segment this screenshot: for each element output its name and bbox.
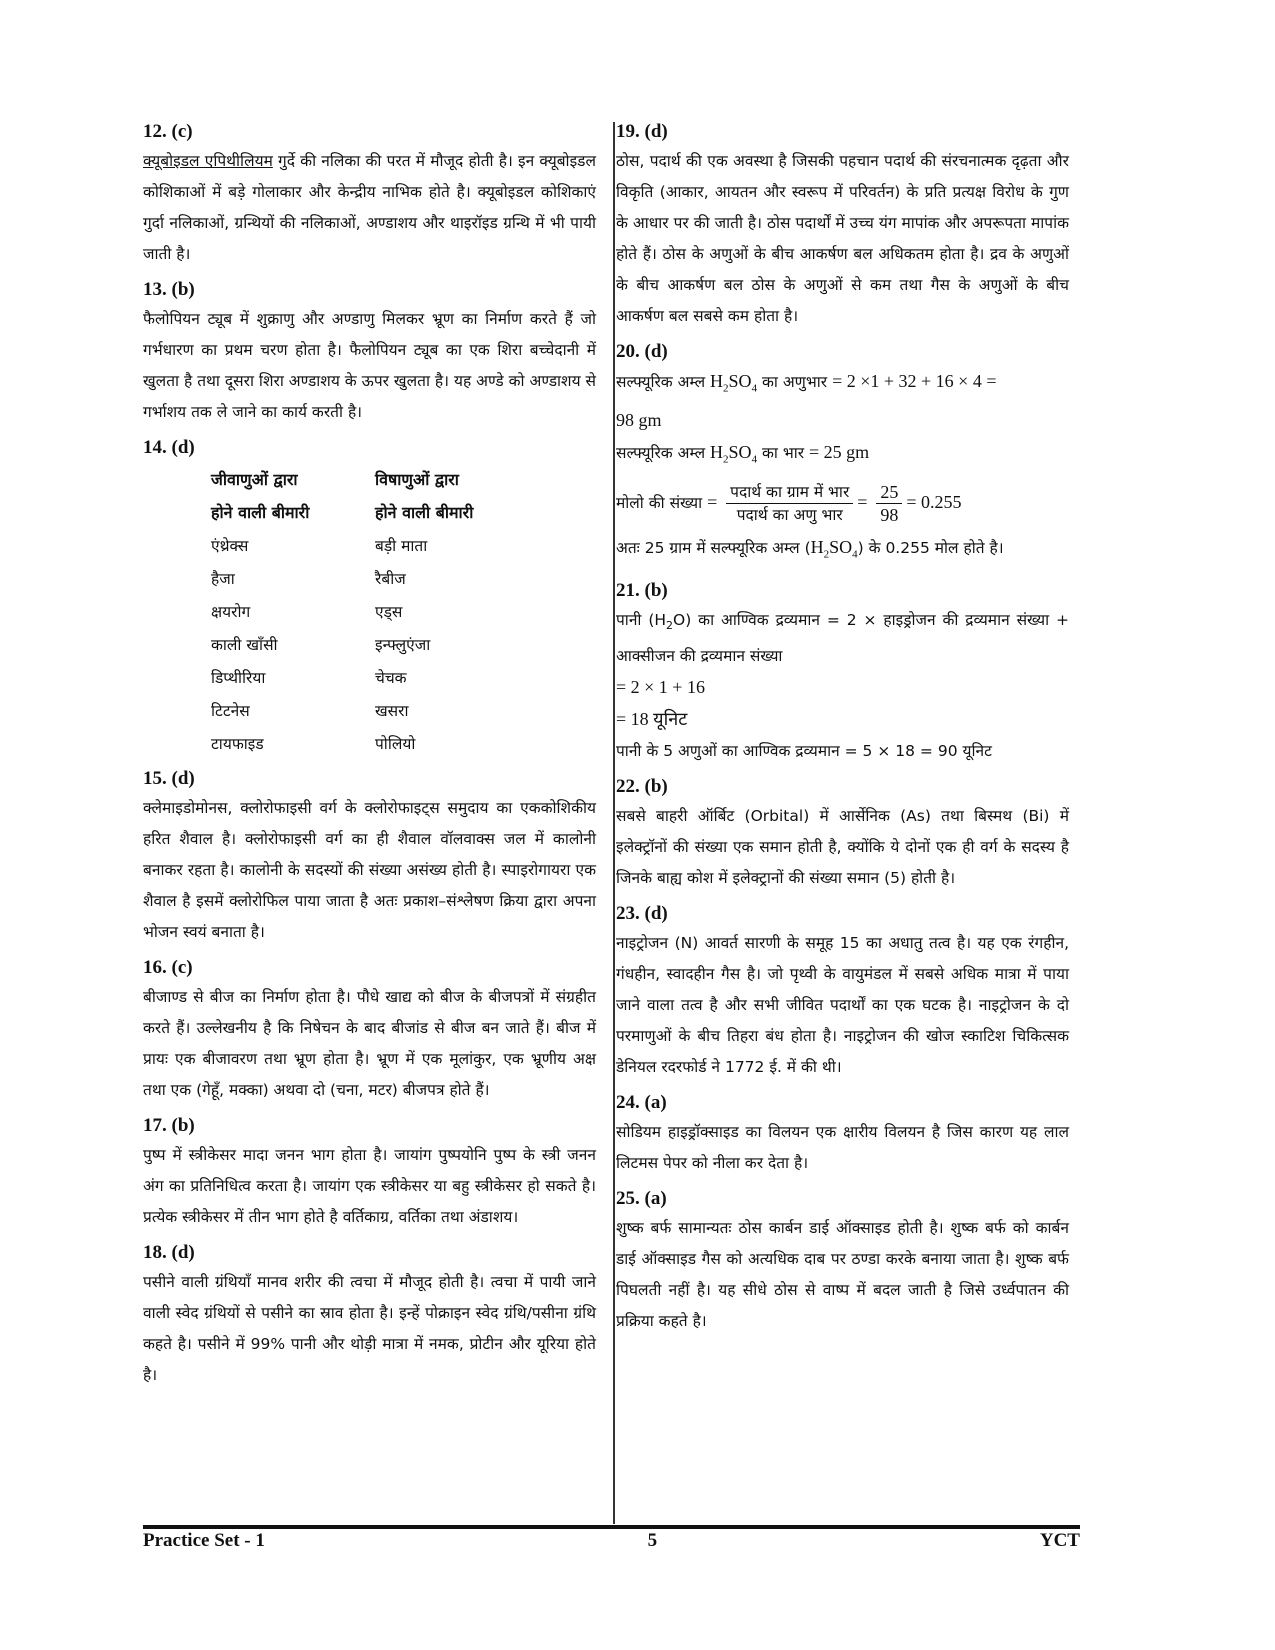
table-row <box>211 594 473 627</box>
footer-rule <box>143 1525 1080 1529</box>
answer-explanation: पसीने वाली ग्रंथियाँ मानव शरीर की त्वचा में मौजूद होती है। त्वचा में पायी जाने वाली स्वेद ग्रंथियों से पसीने का स्राव होता है। इन्हें पोक्राइन स्वेद ग्रंथि/पसीना ग्रंथि कहते है। पसीने में 99% पानी और थोड़ी मात्रा में नमक, प्रोटीन और यूरिया होते है। <box>143 1273 596 1384</box>
page-number: 5 <box>647 1530 658 1551</box>
viral-disease: चेचक <box>375 668 407 687</box>
table-row <box>211 726 473 759</box>
equation-line: = 18 यूनिट <box>616 708 688 729</box>
answer-23 <box>616 900 1069 1083</box>
footer-set-name: Practice Set - 1 <box>143 1530 265 1551</box>
answer-label: 21. (b) <box>616 579 668 601</box>
answer-explanation: नाइट्रोजन (N) आवर्त सारणी के समूह 15 का अधातु तत्व है। यह एक रंगहीन, गंधहीन, स्वादहीन गैस है। जो पृथ्वी के वायुमंडल में सबसे अधिक मात्रा में पाया जाने वाला तत्व है और सभी जीवित पदार्थों का एक घटक है। नाइट्रोजन के दो परमाणुओं के बीच तिहरा बंध होता है। नाइट्रोजन की खोज स्काटिश चिकित्सक डेनियल रदरफोर्ड ने 1772 ई. में की थी। <box>616 933 1069 1076</box>
fraction-formula: $\frac{\text{पदार्थ का ग्राम में भार}}{\text{पदार्थ का अणु भार}}$ <box>726 481 853 526</box>
header-bacterial: जीवाणुओं द्वारा <box>211 469 298 489</box>
answer-explanation: सबसे बाहरी ऑर्बिट (Orbital) में आर्सेनिक (As) तथा बिस्मथ (Bi) में इलेक्ट्रॉनों की संख्या एक समान होती है, क्योंकि ये दोनों एक ही वर्ग के सदस्य है जिनके बाह्य कोश में इलेक्ट्रानों की संख्या समान (5) होती है। <box>616 806 1069 887</box>
answer-label: 23. (d) <box>616 902 668 924</box>
header-viral: विषाणुओं द्वारा <box>375 469 459 489</box>
answer-label: 16. (c) <box>143 957 193 978</box>
answer-label: 25. (a) <box>616 1187 667 1209</box>
answer-24 <box>616 1089 1069 1179</box>
answer-label: 17. (b) <box>143 1115 195 1136</box>
answer-label: 14. (d) <box>143 437 195 458</box>
answer-explanation: फैलोपियन ट्यूब में शुक्राणु और अण्डाणु मिलकर भ्रूण का निर्माण करते हैं जो गर्भधारण का प्रथम चरण होता है। फैलोपियन ट्यूब का एक शिरा बच्चेदानी में खुलता है तथा दूसरा शिरा अण्डाशय के ऊपर खुलता है। यह अण्डे को अण्डाशय से गर्भाशय तक ले जाने का कार्य करती है। <box>143 310 596 421</box>
viral-disease: बड़ी माता <box>375 536 428 555</box>
answer-label: 12. (c) <box>143 121 193 142</box>
answer-label: 18. (d) <box>143 1242 195 1263</box>
viral-disease: इन्फ्लुएंजा <box>375 635 431 654</box>
column-divider <box>613 122 615 1524</box>
answer-conclusion: अतः 25 ग्राम में सल्फ्यूरिक अम्ल $(H_2SO_4)$ के 0.255 मोल होते है। <box>616 537 1004 561</box>
viral-disease: रैबीज <box>375 569 406 588</box>
answer-20 <box>616 338 1069 571</box>
answer-explanation: बीजाण्ड से बीज का निर्माण होता है। पौधे खाद्य को बीज के बीजपत्रों में संग्रहीत करते हैं। उल्लेखनीय है कि निषेचन के बाद बीजांड से बीज बन जाते हैं। बीज में प्रायः एक बीजावरण तथा भ्रूण होता है। भ्रूण में एक मूलांकुर, एक भ्रूणीय अक्ष तथा एक (गेहूँ, मक्का) अथवा दो (चना, मटर) बीजपत्र होते हैं। <box>143 988 596 1099</box>
answer-explanation: क्लेमाइडोमोनस, क्लोरोफाइसी वर्ग के क्लोरोफाइट्स समुदाय का एककोशिकीय हरित शैवाल है। क्लोरोफाइसी वर्ग का ही शैवाल वॉलवाक्स जल में कालोनी बनाकर रहता है। कालोनी के सदस्यों की संख्या असंख्य होती है। स्पाइरोगायरा एक शैवाल है इसमें क्लोरोफिल पाया जाता है अतः प्रकाश–संश्लेषण क्रिया द्वारा अपना भोजन स्वयं बनाता है। <box>143 799 596 941</box>
viral-disease: एड्स <box>375 602 403 621</box>
page-footer <box>143 1530 1080 1552</box>
bacterial-disease: एंथ्रेक्स <box>211 536 249 555</box>
answer-label: 20. (d) <box>616 341 668 362</box>
answer-17 <box>143 1112 596 1233</box>
chemical-formula: $H_2SO_4$ <box>710 371 758 395</box>
table-header-row <box>211 495 473 528</box>
table-row <box>211 561 473 594</box>
disease-table <box>211 462 473 759</box>
bacterial-disease: टिटनेस <box>211 701 250 720</box>
moles-equation: मोलो की संख्या = $\frac{\text{पदार्थ का ग्राम में भार}}{\text{पदार्थ का अणु भार}}$ = $\frac{25}{98}$ = 0.255 <box>616 482 962 526</box>
answer-explanation: सोडियम हाइड्रॉक्साइड का विलयन एक क्षारीय विलयन है जिस कारण यह लाल लिटमस पेपर को नीला कर देता है। <box>616 1122 1069 1172</box>
two-column-layout <box>143 118 1080 1397</box>
equation-line: = 2 × 1 + 16 <box>616 676 705 697</box>
answer-22 <box>616 773 1069 894</box>
answer-label: 24. (a) <box>616 1091 667 1113</box>
answer-label: 13. (b) <box>143 279 195 300</box>
answer-16 <box>143 954 596 1106</box>
viral-disease: पोलियो <box>375 734 416 753</box>
viral-disease: खसरा <box>375 701 409 720</box>
molecular-weight-line: सल्फ्यूरिक अम्ल $H_2SO_4$ का अणुभार = 2 ×1 + 32 + 16 × 4 = <box>616 371 997 395</box>
table-row <box>211 693 473 726</box>
answer-explanation: क्यूबोइडल एपिथीलियम गुर्दे की नलिका की परत में मौजूद होती है। इन क्यूबोइडल कोशिकाओं में बड़े गोलाकार और केन्द्रीय नाभिक होते है। क्यूबोइडल कोशिकाएं गुर्दा नलिकाओं, ग्रन्थियों की नलिकाओं, अण्डाशय और थाइरॉइड ग्रन्थि में भी पायी जाती है। <box>143 152 596 263</box>
answer-explanation: शुष्क बर्फ सामान्यतः ठोस कार्बन डाई ऑक्साइड होती है। शुष्क बर्फ को कार्बन डाई ऑक्साइड गैस को अत्यधिक दाब पर ठण्डा करके बनाया जाता है। शुष्क बर्फ पिघलती नहीं है। यह सीधे ठोस से वाष्प में बदल जाती है जिसे उर्ध्वपातन की प्रक्रिया कहते है। <box>616 1218 1069 1330</box>
answer-19 <box>616 118 1069 332</box>
answer-12 <box>143 118 596 270</box>
table-row <box>211 627 473 660</box>
header-bacterial: होने वाली बीमारी <box>211 502 310 522</box>
answer-25 <box>616 1185 1069 1337</box>
table-header-row <box>211 462 473 495</box>
answer-14 <box>143 434 596 759</box>
molecular-weight-result: 98 gm <box>616 409 662 430</box>
header-viral: होने वाली बीमारी <box>375 502 474 522</box>
answer-explanation: ठोस, पदार्थ की एक अवस्था है जिसकी पहचान पदार्थ की संरचनात्मक दृढ़ता और विकृति (आकार, आयतन और स्वरूप में परिवर्तन) के प्रति प्रत्यक्ष विरोध के गुण के आधार पर की जाती है। ठोस पदार्थों में उच्च यंग मापांक और अपरूपता मापांक होते हैं। ठोस के अणुओं के बीच आकर्षण बल अधिकतम होता है। द्रव के अणुओं के बीच आकर्षण बल ठोस के अणुओं से कम तथा गैस के अणुओं के बीच आकर्षण बल सबसे कम होता है। <box>616 152 1069 325</box>
bacterial-disease: टायफाइड <box>211 734 264 753</box>
answer-15 <box>143 765 596 948</box>
answer-explanation: पानी $(H_2O)$ का आण्विक द्रव्यमान = 2 × हाइड्रोजन की द्रव्यमान संख्या + आक्सीजन की द्रव्यमान संख्या <box>616 610 1069 665</box>
answer-label: 22. (b) <box>616 775 668 797</box>
fraction-values: $\frac{25}{98}$ <box>876 481 902 526</box>
answer-13 <box>143 276 596 428</box>
document-page <box>143 118 1080 1397</box>
answer-18 <box>143 1239 596 1391</box>
chemical-formula: $H_2SO_4$ <box>710 441 758 466</box>
table-row <box>211 528 473 561</box>
mass-line: सल्फ्यूरिक अम्ल $H_2SO_4$ का भार = 25 gm <box>616 441 870 466</box>
table-row <box>211 660 473 693</box>
answer-21 <box>616 577 1069 767</box>
answer-label: 15. (d) <box>143 768 195 789</box>
equation-line: पानी के 5 अणुओं का आण्विक द्रव्यमान = 5 × 18 = 90 यूनिट <box>616 741 992 760</box>
bacterial-disease: हैजा <box>211 569 235 588</box>
underlined-term: क्यूबोइडल एपिथीलियम <box>143 152 273 170</box>
publisher-name: YCT <box>1039 1530 1080 1551</box>
answer-label: 19. (d) <box>616 121 668 142</box>
bacterial-disease: क्षयरोग <box>211 602 251 621</box>
bacterial-disease: डिप्थीरिया <box>211 668 266 687</box>
bacterial-disease: काली खाँसी <box>211 635 278 654</box>
right-column <box>606 118 1069 1397</box>
left-column <box>143 118 606 1397</box>
answer-explanation: पुष्प में स्त्रीकेसर मादा जनन भाग होता है। जायांग पुष्पयोनि पुष्प के स्त्री जनन अंग का प्रतिनिधित्व करता है। जायांग एक स्त्रीकेसर या बहु स्त्रीकेसर हो सकते है। प्रत्येक स्त्रीकेसर में तीन भाग होते है वर्तिकाग्र, वर्तिका तथा अंडाशय। <box>143 1146 596 1226</box>
